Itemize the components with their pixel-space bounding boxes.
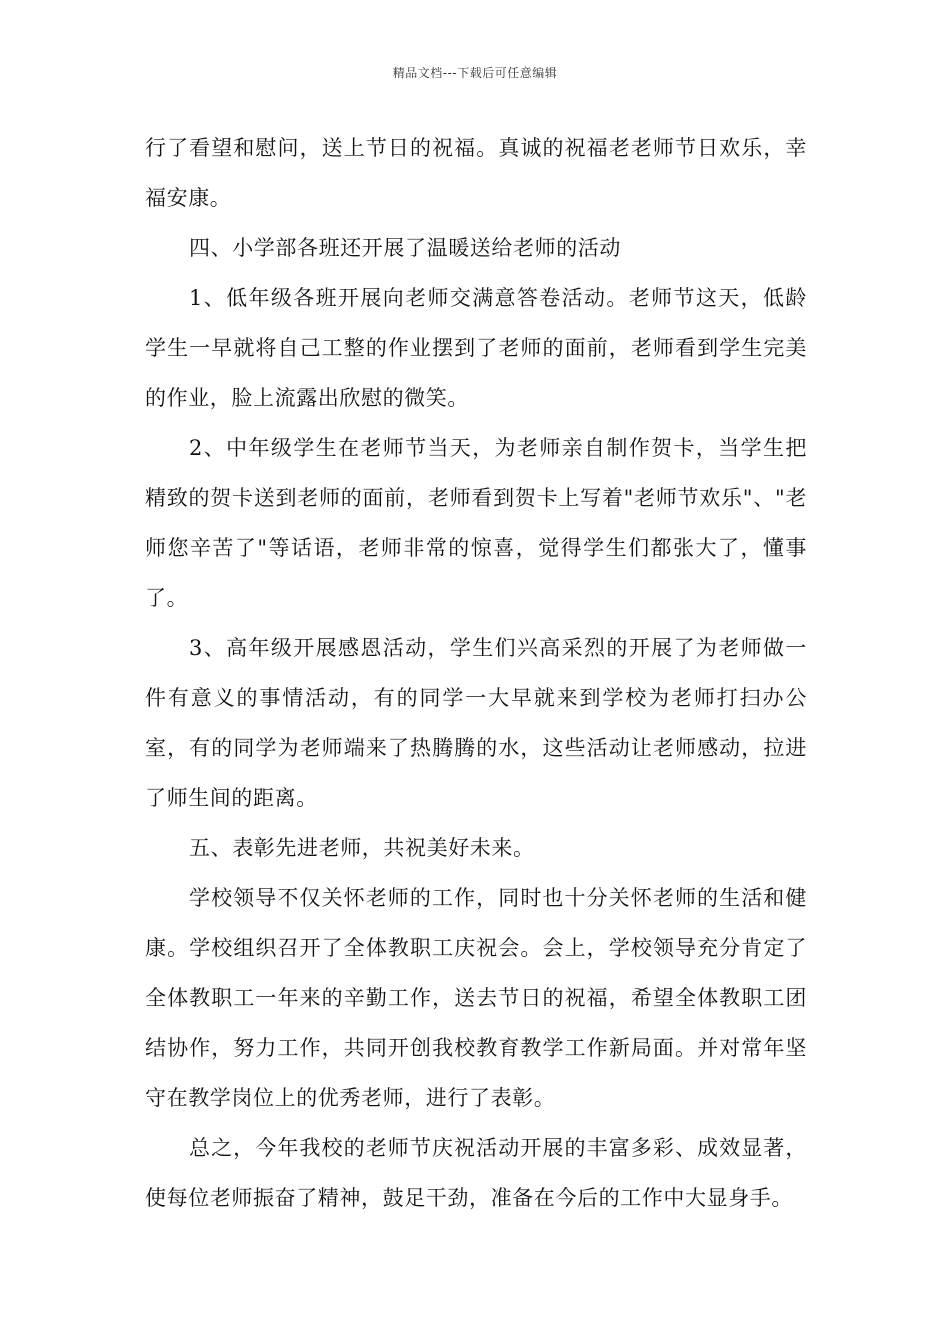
page-header: 精品文档---下载后可任意编辑 xyxy=(392,66,558,80)
paragraph-item-2: 2、中年级学生在老师节当天，为老师亲自制作贺卡，当学生把精致的贺卡送到老师的面前，老师看到贺卡上写着"老师节欢乐"、"老师您辛苦了"等话语，老师非常的惊喜，觉得学生们都张大了，懂事了。 xyxy=(145,436,807,610)
paragraph-item-1: 1、低年级各班开展向老师交满意答卷活动。老师节这天，低龄学生一早就将自己工整的作业摆到了老师的面前，老师看到学生完美的作业，脸上流露出欣慰的微笑。 xyxy=(145,286,807,410)
paragraph-item-3: 3、高年级开展感恩活动，学生们兴高采烈的开展了为老师做一件有意义的事情活动，有的同学一大早就来到学校为老师打扫办公室，有的同学为老师端来了热腾腾的水，这些活动让老师感动，拉进了师生间的距离。 xyxy=(145,636,807,810)
paragraph-conclusion: 总之，今年我校的老师节庆祝活动开展的丰富多彩、成效显著，使每位老师振奋了精神，鼓足干劲，准备在今后的工作中大显身手。 xyxy=(145,1136,807,1210)
document-body xyxy=(145,123,807,1223)
section-heading-four: 四、小学部各班还开展了温暖送给老师的活动 xyxy=(189,236,621,260)
paragraph-continuation: 行了看望和慰问，送上节日的祝福。真诚的祝福老老师节日欢乐，幸福安康。 xyxy=(145,136,807,210)
paragraph-commendation: 学校领导不仅关怀老师的工作，同时也十分关怀老师的生活和健康。学校组织召开了全体教职工庆祝会。会上，学校领导充分肯定了全体教职工一年来的辛勤工作，送去节日的祝福，希望全体教职工团结协作，努力工作，共同开创我校教育教学工作新局面。并对常年坚守在教学岗位上的优秀老师，进行了表彰。 xyxy=(145,886,807,1110)
section-heading-five: 五、表彰先进老师，共祝美好未来。 xyxy=(189,836,535,860)
